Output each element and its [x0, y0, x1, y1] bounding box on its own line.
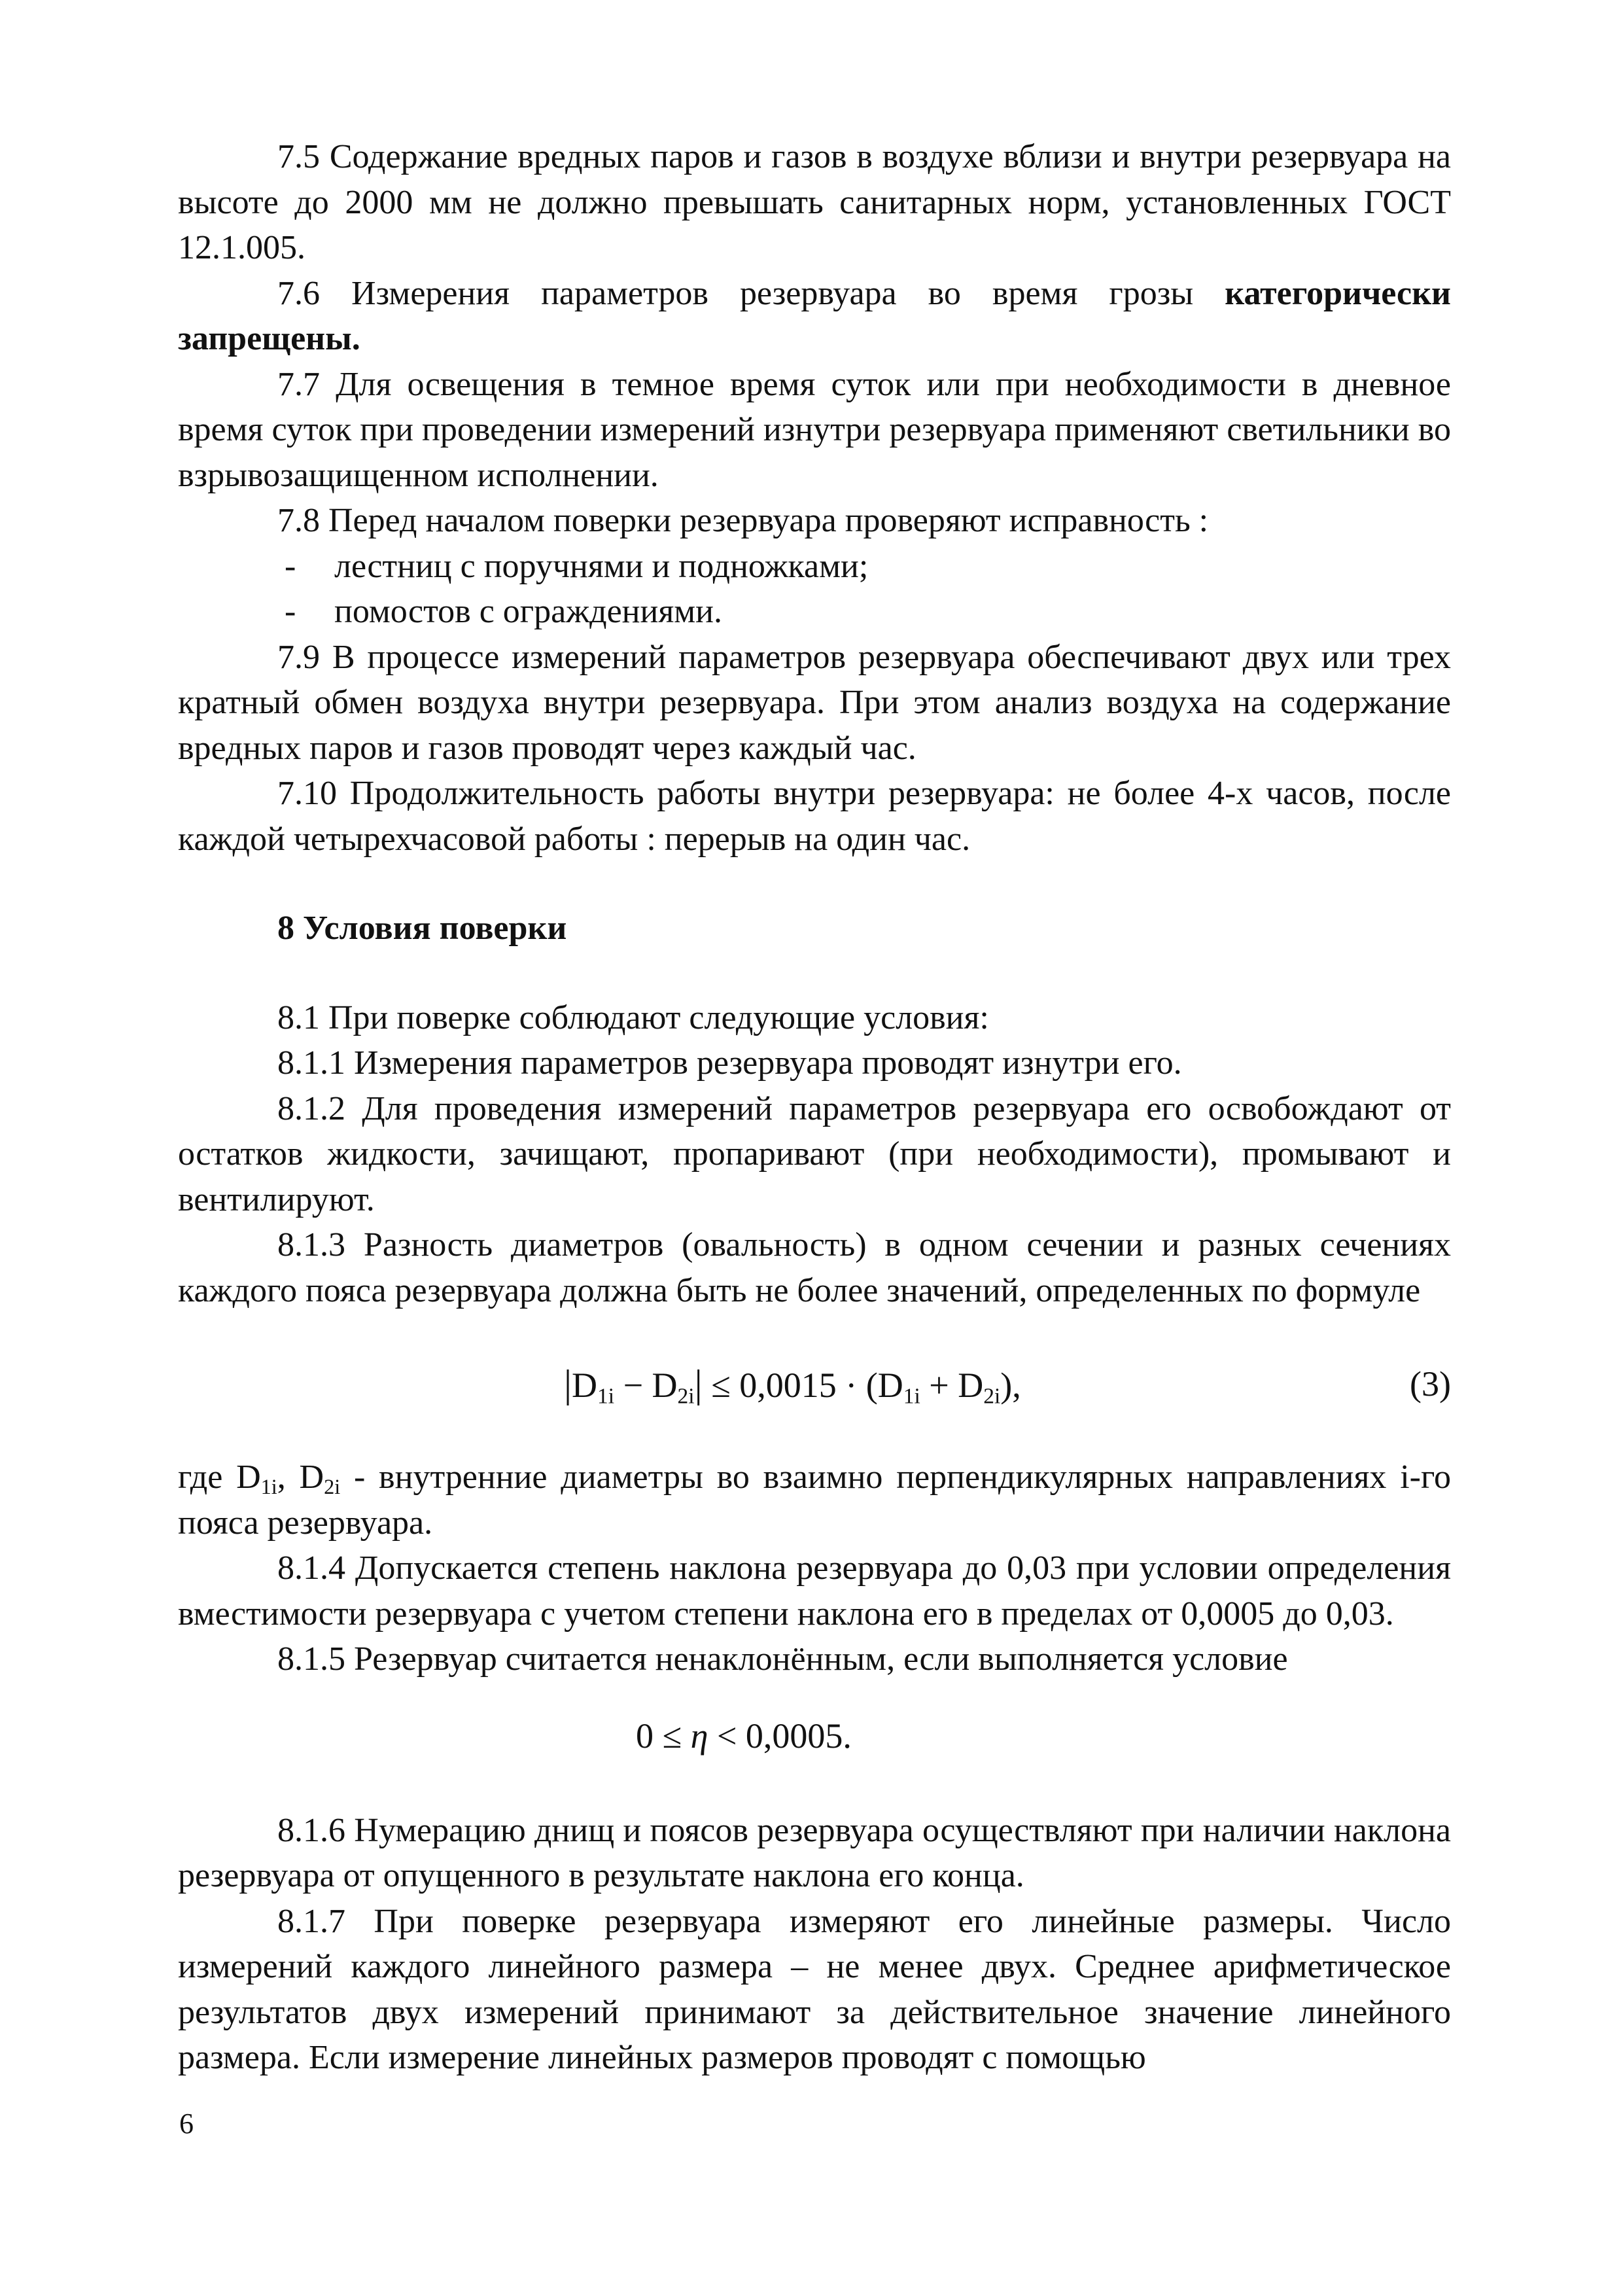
formula-condition-expression: 0 ≤ η < 0,0005.: [636, 1716, 852, 1756]
paragraph-7-8: 7.8 Перед началом поверки резервуара проверяют исправность :: [277, 502, 1209, 539]
list-item: [178, 589, 1451, 635]
paragraph-7-6-emphasis: категорически запрещены.: [178, 274, 1451, 357]
paragraph-7-7: 7.7 Для освещения в темное время суток или при необходимости в дневное время суток при проведении измерений изнутри резервуара применяют светильники во взрывозащищенном исполнении.: [178, 365, 1451, 494]
equation-number: (3): [1410, 1364, 1451, 1404]
paragraph-8-1-7: 8.1.7 При поверке резервуара измеряют его линейные размеры. Число измерений каждого линейного размера – не менее двух. Среднее арифметическое результатов двух измерений принимают за действительное значение линейного размера. Если измерение линейных размеров проводят с помощью: [178, 1902, 1451, 2076]
dash-bullet: -: [285, 547, 296, 585]
dash-bullet: -: [285, 593, 296, 630]
paragraph-7-10: 7.10 Продолжительность работы внутри резервуара: не более 4-х часов, после каждой четырехчасовой работы : перерыв на один час.: [178, 775, 1451, 858]
paragraph-7-9: 7.9 В процессе измерений параметров резервуара обеспечивают двух или трех кратный обмен воздуха внутри резервуара. При этом анализ воздуха на содержание вредных паров и газов проводят через каждый час.: [178, 638, 1451, 767]
document-page: [178, 134, 1451, 2081]
paragraph-8-1-3: 8.1.3 Разность диаметров (овальность) в одном сечении и разных сечениях каждого пояса резервуара должна быть не более значений, определенных по формуле: [178, 1226, 1451, 1309]
paragraph-8-1: 8.1 При поверке соблюдают следующие условия:: [277, 998, 989, 1036]
paragraph-8-1-1: 8.1.1 Измерения параметров резервуара проводят изнутри его.: [277, 1044, 1182, 1082]
paragraph-8-1-5: 8.1.5 Резервуар считается ненаклонённым, если выполняется условие: [277, 1640, 1288, 1678]
section-heading: 8 Условия поверки: [277, 910, 567, 947]
page-number: 6: [179, 2108, 194, 2140]
paragraph-where: где $D_{1i}$, $D_{2i}$ - внутренние диаметры во взаимно перпендикулярных направлениях i-го пояса резервуара.: [178, 1458, 1451, 1542]
paragraph-8-1-2: 8.1.2 Для проведения измерений параметров резервуара его освобождают от остатков жидкости, зачищают, пропаривают (при необходимости), промывают и вентилируют.: [178, 1089, 1451, 1218]
paragraph-7-5: 7.5 Содержание вредных паров и газов в воздухе вблизи и внутри резервуара на высоте до 2000 мм не должно превышать санитарных норм, установленных ГОСТ 12.1.005.: [178, 138, 1451, 266]
formula-tilt-condition: [178, 1707, 1451, 1770]
formula-3: [178, 1354, 1451, 1417]
paragraph-8-1-6: 8.1.6 Нумерацию днищ и поясов резервуара осуществляют при наличии наклона резервуара от опущенного в результате наклона его конца.: [178, 1811, 1451, 1894]
list-item: [178, 544, 1451, 590]
paragraph-7-6: [178, 271, 1451, 362]
list-item-text: помостов с ограждениями.: [334, 593, 722, 630]
formula-expression: $|D_{1i} - D_{2i}| \le 0,0015 \cdot (D_{1i} + D_{2i})$,: [564, 1362, 1021, 1409]
list-item-text: лестниц с поручнями и подножками;: [334, 547, 869, 585]
paragraph-8-1-4: 8.1.4 Допускается степень наклона резервуара до 0,03 при условии определения вместимости резервуара с учетом степени наклона его в пределах от 0,0005 до 0,03.: [178, 1549, 1451, 1633]
paragraph-7-6-text: 7.6 Измерения параметров резервуара во время грозы: [277, 274, 1225, 312]
